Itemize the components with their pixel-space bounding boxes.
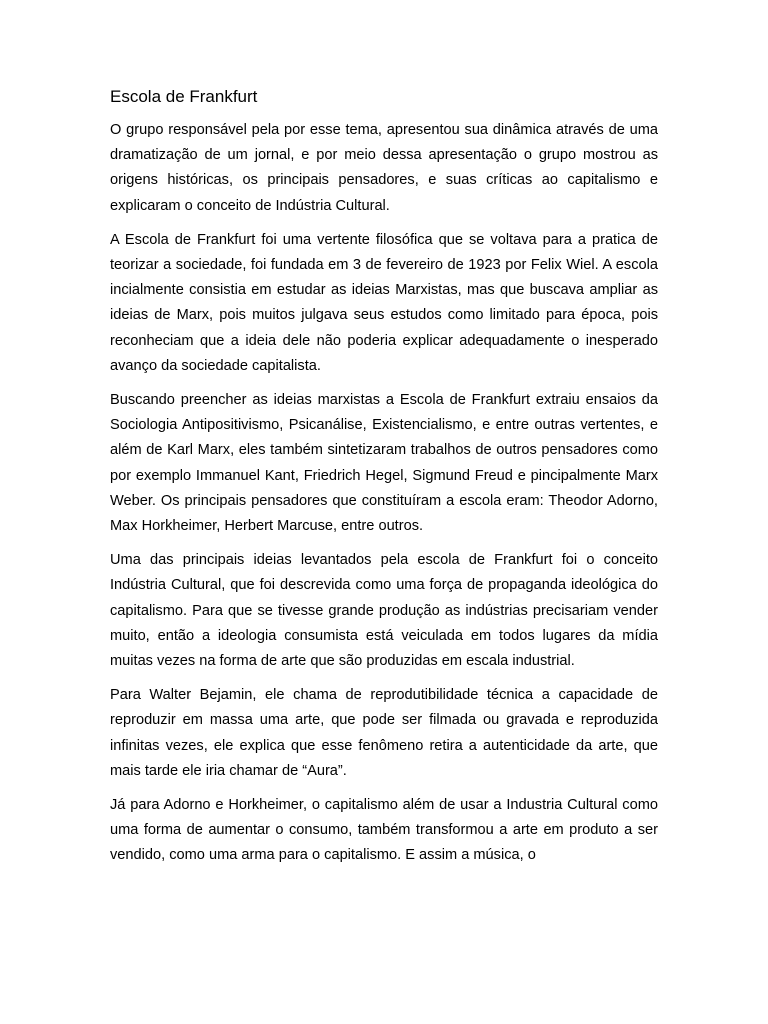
- document-title: Escola de Frankfurt: [110, 87, 258, 106]
- paragraph-3: Buscando preencher as ideias marxistas a Escola de Frankfurt extraiu ensaios da Sociologia Antipositivismo, Psicanálise, Existencialismo, e entre outras vertentes, e além de Karl Marx, eles também sintetizaram trabalhos de outros pensadores como por exemplo Immanuel Kant, Friedrich Hegel, Sigmund Freud e pincipalmente Marx Weber. Os principais pensadores que constituíram a escola eram: Theodor Adorno, Max Horkheimer, Herbert Marcuse, entre outros.: [110, 392, 658, 535]
- paragraph-1: O grupo responsável pela por esse tema, apresentou sua dinâmica através de uma dramatização de um jornal, e por meio dessa apresentação o grupo mostrou as origens históricas, os principais pensadores, e suas críticas ao capitalismo e explicaram o conceito de Indústria Cultural.: [110, 122, 658, 214]
- paragraph-4: Uma das principais ideias levantados pela escola de Frankfurt foi o conceito Indústria Cultural, que foi descrevida como uma força de propaganda ideológica do capitalismo. Para que se tivesse grande produção as indústrias precisariam vender muito, então a ideologia consumista está veiculada em todos lugares da mídia muitas vezes na forma de arte que são produzidas em escala industrial.: [110, 552, 658, 670]
- document-body: [110, 84, 658, 878]
- paragraph-2: A Escola de Frankfurt foi uma vertente filosófica que se voltava para a pratica de teorizar a sociedade, foi fundada em 3 de fevereiro de 1923 por Felix Wiel. A escola incialmente consistia em estudar as ideias Marxistas, mas que buscava ampliar as ideias de Marx, pois muitos julgava seus estudos como limitado para época, pois reconheciam que a ideia dele não poderia explicar adequadamente o inesperado avanço da sociedade capitalista.: [110, 231, 658, 374]
- paragraph-5: Para Walter Bejamin, ele chama de reprodutibilidade técnica a capacidade de reproduzir em massa uma arte, que pode ser filmada ou gravada e reproduzida infinitas vezes, ele explica que esse fenômeno retira a autenticidade da arte, que mais tarde ele iria chamar de “Aura”.: [110, 687, 658, 779]
- paragraph-6: Já para Adorno e Horkheimer, o capitalismo além de usar a Industria Cultural como uma forma de aumentar o consumo, também transformou a arte em produto a ser vendido, como uma arma para o capitalismo. E assim a música, o: [110, 797, 658, 864]
